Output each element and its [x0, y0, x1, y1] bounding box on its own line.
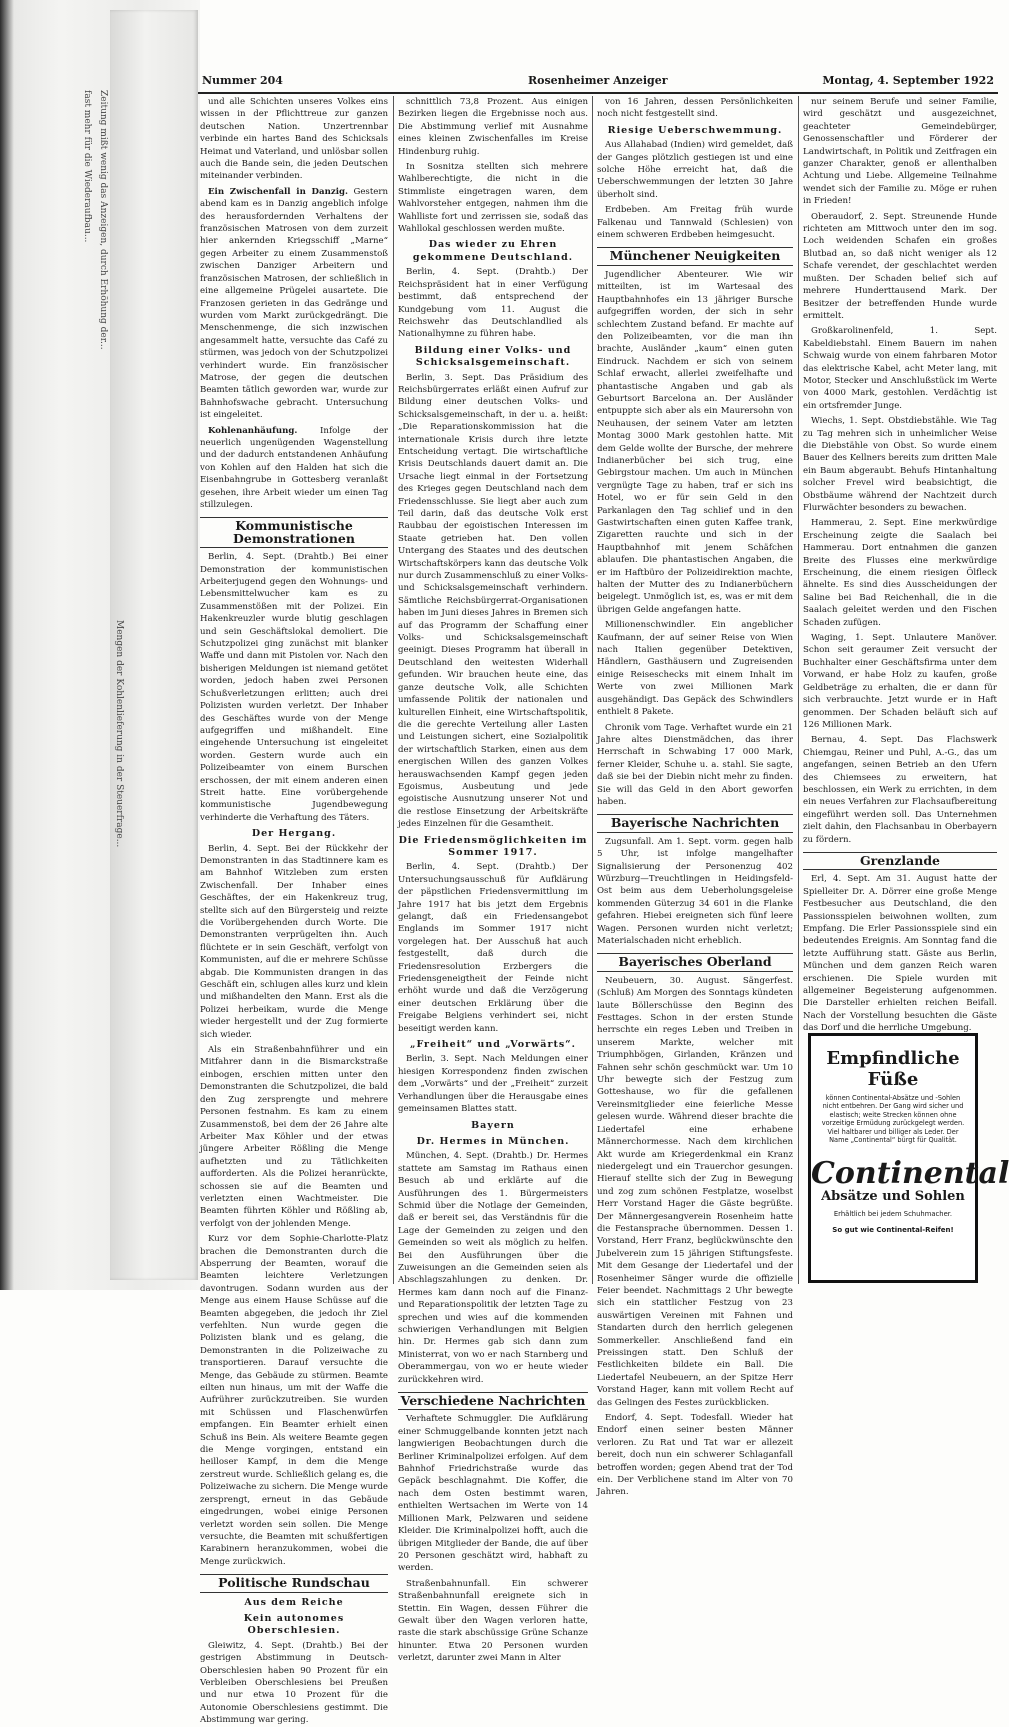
margin-fragment-1: fast mehr für die Wiederaufbau... [82, 90, 92, 243]
article-text: Aus Allahabad (Indien) wird gemeldet, daß der Ganges plötzlich gestiegen ist und eine solche Höhe erreicht hat, daß die Ueberschwemmungen der letzten 30 Jahre überholt sind. [597, 140, 793, 200]
ad-product-line: Absätze und Sohlen [821, 1189, 965, 1205]
article-text: Oberaudorf, 2. Sept. Streunende Hunde richteten am Mittwoch unter den im sog. Loch weidenden Schafen ein großes Blutbad an, so daß nicht weniger als 12 Schafe verendet, der geschlachtet werden mußten. Der Schaden belief sich auf mehrere Hunderttausend Mark. Der Besitzer der betreffenden Hunde wurde ermittelt. [803, 211, 997, 321]
subheading: Riesige Ueberschwemmung. [607, 124, 783, 136]
article-text: von 16 Jahren, dessen Persönlichkeiten noch nicht festgestellt sind. [597, 97, 793, 120]
article-text: Berlin, 4. Sept. (Drahtb.) Der Untersuchungsausschuß für Aufklärung der päpstlichen Friedensvermittlung im Jahre 1917 hat bis jetzt dem Ergebnis gelangt, daß ein Friedensangebot Englands im Sommer 1917 nicht vorgelegen hat. Der Ausschuß hat auch festgestellt, daß durch die Friedensresolution Erzbergers die Friedensgeneigtheit der Feinde nicht erhöht wurde und daß die Verzögerung einer deutschen Erklärung über die Freigabe Belgiens verhindert sei, nicht beseitigt werden kann. [398, 862, 588, 1034]
article-text: Berlin, 3. Sept. Nach Meldungen einer hiesigen Korrespondenz finden zwischen dem „Vorwärts“ und der „Freiheit“ zurzeit Verhandlungen über die Herausgabe eines gemeinsamen Blattes statt. [398, 1054, 588, 1115]
article-text: Berlin, 3. Sept. Das Präsidium des Reichsbürgerrates erläßt einen Aufruf zur Bildung einer deutschen Volks- und Schicksalsgemeinschaft, in der u. a. heißt: „Die Reparationskommission hat die internationale Krisis durch ihre letzte Entscheidung vertagt. Die wirtschaftliche Krisis Deutschlands dauert damit an. Die Ursache liegt einmal in der Fortsetzung des Krieges gegen Deutschland nach dem Friedensschlusse. Sie liegt aber auch zum Teil darin, daß das deutsche Volk erst Raubbau der egoistischen Interessen im Staate getrieben hat. Den vollen Untergang des Staates und des deutschen Wirtschaftskörpers kann das deutsche Volk nur durch Zusammenschluß zu einer Volks- und Schicksalsgemeinschaft verhindern. Sämtliche Reichsbürgerrat-Organisationen haben im Juni dieses Jahres in Bremen sich auf das Programm der Schaffung einer Volks- und Schicksalsgemeinschaft geeinigt. Dieses Programm hat überall in Deutschland den weitesten Widerhall gefunden. Wir brauchen heute eine, das ganze deutsche Volk, alle Schichten umfassende Politik der nationalen und kulturellen Einheit, eine Wirtschaftspolitik, die die gerechte Verteilung aller Lasten und Leistungen sichert, eine Sozialpolitik der wirtschaftlich Starken, einen aus dem energischen Willen des ganzen Volkes herauswachsenden Kampf gegen jeden Egoismus, Ausbeutung und jede egoistische Ausnutzung unserer Not und die restlose Einsetzung der Arbeitskräfte jedes Einzelnen für die Gesamtheit. [398, 372, 588, 830]
article-text: Großkarolinenfeld, 1. Sept. Kabeldiebstahl. Einem Bauern im nahen Schwaig wurde von einem fahrbaren Motor das elektrische Kabel, acht Meter lang, mit Motor, Stecker und Anschlußstück im Werte von 4000 Mark, gestohlen. Verdächtig ist ein ortsfremder Junge. [803, 326, 997, 411]
issue-date: Montag, 4. September 1922 [822, 74, 994, 87]
section-heading: Bayerisches Oberland [597, 953, 793, 971]
section-heading: Bayerische Nachrichten [597, 814, 793, 832]
article-text: Neubeuern, 30. August. Sängerfest. (Schluß) Am Morgen des Sonntags kündeten laute Böllerschüsse den Beginn des Festtages. Schon in der ersten Stunde herrschte ein reges Leben und Treiben in unserem Markte, welcher mit Triumphbögen, Girlanden, Kränzen und Fahnen sehr schön geschmückt war. Um 10 Uhr bewegte sich der Festzug zum Gotteshause, wo für die gefallenen Vereinsmitglieder eine feierliche Messe gelesen wurde. Während dieser brachte die Liedertafel eine erhabene Männerchormesse. Nach dem kirchlichen Akt wurde am Kriegerdenkmal ein Kranz niedergelegt und ein Trauerchor gesungen. Hierauf stellte sich der Zug in Bewegung und zog zum schönen Festplatze, woselbst Herr Vorstand Hager die Gäste begrüßte. Der Männergesangverein Rosenheim hatte die Festansprache übernommen. Dessen 1. Vorstand, Herr Franz, beglückwünschte den Jubelverein zum 15 jährigen Stiftungsfeste. Mit dem Gesange der Liedertafel und der Rosenheimer Sänger wurde die offizielle Feier beendet. Nachmittags 2 Uhr bewegte sich ein stattlicher Festzug von 23 auswärtigen Vereinen mit Fahnen und Standarten durch den herrlich gelegenen Sommerkeller. Anschließend fand ein Preissingen statt. Den Schluß der Festlichkeiten bildete ein Ball. Die Liedertafel Neubeuern, an der Spitze Herr Vorstand Hager, kann mit vollem Recht auf das Gelingen des Festes zurückblicken. [597, 975, 793, 1408]
ad-brand-logo: Continental [811, 1156, 1009, 1192]
article-text: Jugendlicher Abenteurer. Wie wir mitteilten, ist im Wartesaal des Hauptbahnhofes ein 13 jähriger Bursche aufgegriffen worden, der sich in sehr schlechtem Zustand befand. Er machte auf den Polizeibeamten, vor die man ihn brachte, Ausländer „kaum“ einen guten Eindruck. Nachdem er sich von seinem Schlaf erwacht, allerlei zweifelhafte und phantastische Angaben und gab als Geburtsort Barcelona an. Der Ausländer entpuppte sich aber als ein Maurersohn von Neuhausen, der seinem Vater am letzten Montag 3000 Mark gestohlen hatte. Mit dem Gelde wollte der Bursche, der mehrere Indianerbücher bei sich trug, eine Gebirgstour machen. Um auch in München vergnügte Tage zu haben, traf er sich ins Hotel, wo er für sein Geld in den Parkanlagen den Tag schlief und in den Gastwirtschaften einen guten Kaffee trank, Zigaretten rauchte und sich in der Hauptbahnhof mit jenem Schäfchen ablaufen. Die phantastischen Angaben, die er im Haftbüro der Polizeidirektion machte, halten der Mutter des zu Indianerbüchern beigelegt. Unmöglich ist, es, was er mit dem übrigen Gelde angefangen hatte. [597, 269, 793, 615]
article-text: Erl, 4. Sept. Am 31. August hatte der Spielleiter Dr. A. Dörrer eine große Menge Festbesucher aus Deutschland, die den Passionsspielen beiwohnen wollten, zum Empfang. Die Erler Passionsspiele sind ein bedeutendes Ereignis. Am Sonntag fand die letzte Aufführung statt. Gäste aus Berlin, München und dem ganzen Reich waren erschienen. Die Spiele wurden mit allgemeiner Begeisterung aufgenommen. Die Darsteller erhielten reichen Beifall. Nach der Vorstellung besuchten die Gäste das Dorf und die herrliche Umgebung. [803, 874, 997, 1034]
article-text: Wiechs, 1. Sept. Obstdiebstähle. Wie Tag zu Tag mehren sich in unheimlicher Weise die Diebstähle von Obst. So wurde einem Bauer des Kellners bereits zum dritten Male ein Baum abgeraubt. Behufs Hintanhaltung solcher Frevel wird beabsichtigt, die Obstbäume während der Nachtzeit durch Flurwächter besonders zu bewachen. [803, 416, 997, 513]
article-text: München, 4. Sept. (Drahtb.) Dr. Hermes stattete am Samstag im Rathaus einen Besuch ab und erklärte auf die Ausführungen des 1. Bürgermeisters Schmid über die Notlage der Gemeinden, daß er bereit sei, das Verständnis für die Lage der Gemeinden zu zeigen und den Gemeinden so weit als möglich zu helfen. Bei den Ausführungen über die Zuweisungen an die Gemeinden seien als Abschlagszahlungen zu denken. Dr. Hermes kam dann noch auf die Finanz- und Reparationspolitik der letzten Tage zu sprechen und wies auf die kommenden schwierigen Verhandlungen mit Belgien hin. Dr. Hermes gab sich dann zum Ministerrat, von wo er nach Starnberg und Oberammergau, von wo er heute wieder zurückkehren wird. [398, 1151, 588, 1385]
article-text: Ein Zwischenfall in Danzig. Gestern abend kam es in Danzig angeblich infolge des herausfordernden Verhaltens der französischen Matrosen von dem zurzeit hier ankernden Kriegsschiff „Marne“ gegen Arbeiter zu einem Zusammenstoß zwischen Danziger Arbeitern und französischen Matrosen, der schließlich in eine allgemeine Prügelei ausartete. Die Franzosen gerieten in das Gedränge und wurden vom Markt zurückgedrängt. Die Menschenmenge, die sich inzwischen angesammelt hatte, versuchte das Café zu stürmen, was jedoch von der Schutzpolizei verhindert wurde. Ein französischer Matrose, der gegen die deutschen Beamten tätlich geworden war, wurde zur Bahnhofswache gebracht. Untersuchung ist eingeleitet. [200, 186, 388, 421]
margin-fragment-3: Mengen der Kohlenlieferung in der Steuerfrage... [114, 620, 124, 848]
article-text: Chronik vom Tage. Verhaftet wurde ein 21 Jahre altes Dienstmädchen, das ihrer Herrschaft in Schwabing 17 000 Mark, ferner Kleider, Schuhe u. a. stahl. Sie sagte, daß sie bei der Diebin nicht mehr zu finden. Sie will das Geld in den Abort geworfen haben. [597, 722, 793, 807]
article-text: Millionenschwindler. Ein angeblicher Kaufmann, der auf seiner Reise von Wien nach Italien gegenüber Detektiven, Händlern, Gasthäusern und Zugreisenden einige Reiseschecks mit einem Inhalt im Werte von zwei Millionen Mark ausgehändigt. Das Gepäck des Schwindlers enthielt 8 Pakete. [597, 620, 793, 718]
article-text: nur seinem Berufe und seiner Familie, wird geschätzt und ausgezeichnet, geachteter Gemeindebürger, Genossenschaftler und Förderer der Landwirtschaft, in Politik und Zeitfragen ein ganzer Charakter, genoß er allenthalben Achtung und Liebe. Allgemeine Teilnahme wendet sich der Familie zu. Möge er ruhen in Frieden! [803, 97, 997, 207]
article-text: Straßenbahnunfall. Ein schwerer Straßenbahnunfall ereignete sich in Stettin. Ein Wagen, dessen Führer die Gewalt über den Wagen verloren hatte, raste die stark abschüssige Grüne Schanze hinunter. Etwa 20 Personen wurden verletzt, darunter zwei Mann in Alter [398, 1578, 588, 1664]
subheading: Bayern [471, 1119, 515, 1131]
article-text: Gleiwitz, 4. Sept. (Drahtb.) Bei der gestrigen Abstimmung in Deutsch-Oberschlesien haben 90 Prozent für ein Verbleiben Oberschlesiens bei Preußen und nur etwa 10 Prozent für die Autonomie Oberschlesiens gestimmt. Die Abstimmung war gering. [200, 1640, 388, 1726]
subheading: Die Friedensmöglichkeiten im Sommer 1917. [398, 834, 588, 858]
article-text: schnittlich 73,8 Prozent. Aus einigen Bezirken liegen die Ergebnisse noch aus. Die Abstimmung verlief mit Ausnahme eines kleinen Zwischenfalles im Kreise Hindenburg ruhig. [398, 97, 588, 157]
article-text: Waging, 1. Sept. Unlautere Manöver. Schon seit geraumer Zeit versucht der Buchhalter einer Geschäftsfirma unter dem Vorwand, er habe Holz zu kaufen, große Geldbeträge zu erhalten, die er dann für sich verbrauchte. Jetzt wurde er in Haft genommen. Der Schaden beläuft sich auf 126 Millionen Mark. [803, 633, 997, 730]
column-2 [398, 96, 588, 1664]
column-3 [597, 96, 793, 1498]
article-text: Verhaftete Schmuggler. Die Aufklärung einer Schmuggelbande konnten jetzt nach langwierigen Beobachtungen durch die Berliner Kriminalpolizei erfolgen. Auf dem Bahnhof Friedrichstraße wurde das Gepäck beschlagnahmt. Die Koffer, die nach dem Osten bestimmt waren, enthielten Wertsachen im Werte von 14 Millionen Mark, Pelzwaren und seidene Kleider. Die Kriminalpolizei hofft, auch die übrigen Mitglieder der Bande, die auf über 20 Personen geschätzt wird, habhaft zu werden. [398, 1414, 588, 1574]
continental-advertisement [808, 1033, 1009, 1283]
column-rule [798, 96, 799, 1284]
column-rule [393, 96, 394, 1284]
article-text: Kohlenanhäufung. Infolge der neuerlich ungenügenden Wagenstellung und der dadurch entstandenen Anhäufung von Kohlen auf den Halden hat sich die Eisenbahngrube in Gottesberg veranlaßt gesehen, ihre Arbeit wieder um einen Tag stillzulegen. [200, 425, 389, 510]
subheading: Bildung einer Volks- und Schicksalsgemeinschaft. [414, 344, 572, 369]
article-title: Ein Zwischenfall in Danzig. [208, 186, 348, 197]
ad-body-text: können Continental-Absätze und -Sohlen nicht entbehren. Der Gang wird sicher und elastisch; weite Strecken können ohne vorzeitige Ermüdung zurückgelegt werden. Viel haltbarer und billiger als Leder. Der Name „Continental“ bürgt für Qualität. [821, 1094, 965, 1145]
article-text: Als ein Straßenbahnführer und ein Mitfahrer dann in die Bismarckstraße einbogen, erschien mitten unter den Demonstranten die Schutzpolizei, die bald den Zug zersprengte und mehrere Personen festnahm. Es kam zu einem Zusammenstoß, bei dem der 26 Jahre alte Arbeiter Max Köhler und der etwas jüngere Arbeiter Rößling die Menge aufhetzten und zu Tätlichkeiten aufforderten. Als die Polizei heranrückte, schossen sie auf die Beamten und verletzten einen Wachtmeister. Die Beamten führten Köhler und Rößling ab, verfolgt von der johlenden Menge. [200, 1045, 388, 1229]
ad-slogan: So gut wie Continental-Reifen! [832, 1226, 954, 1235]
subheading: Der Hergang. [251, 828, 337, 840]
column-4 [803, 96, 997, 1034]
newspaper-title: Rosenheimer Anzeiger [528, 74, 668, 87]
ad-availability: Erhältlich bei jedem Schuhmacher. [833, 1210, 953, 1219]
section-heading: Münchener Neuigkeiten [597, 247, 793, 265]
subheading: „Freiheit“ und „Vorwärts“. [410, 1039, 576, 1051]
masthead [198, 72, 998, 94]
subheading: Dr. Hermes in München. [416, 1135, 570, 1147]
article-text: In Sosnitza stellten sich mehrere Wahlberechtigte, die nicht in die Stimmliste eingetragen waren, dem Wahlvorsteher entgegen, nahmen ihm die Wahlliste fort und zerrissen sie, sodaß das Wahllokal geschlossen werden mußte. [398, 162, 588, 235]
section-heading: Politische Rundschau [200, 1574, 388, 1592]
subheading: Aus dem Reiche [244, 1596, 344, 1608]
column-1 [200, 96, 389, 1726]
section-heading: Verschiedene Nachrichten [398, 1392, 588, 1410]
ad-headline: Empfindliche Füße [826, 1048, 960, 1090]
issue-number: Nummer 204 [202, 74, 283, 87]
article-text: Hammerau, 2. Sept. Eine merkwürdige Erscheinung zeigte die Saalach bei Hammerau. Dort entnahmen die ganzen Breite des Flusses eine merkwürdige Erscheinung, die einem riesigen Ölfleck ähnelte. Es sind dies Ausscheidungen der Saline bei Bad Reichenhall, die in die Saalach geleitet werden und den Fischen Schaden zufügen. [803, 518, 997, 628]
article-text: Berlin, 4. Sept. Bei der Rückkehr der Demonstranten in das Stadtinnere kam es am Bahnhof Witzleben zum ersten Zwischenfall. Der Inhaber eines Geschäftes, der ein Hakenkreuz trug, stellte sich auf den Bürgersteig und reizte die Vorübergehenden durch Worte. Die Demonstranten verprügelten ihn. Auch flüchtete er in sein Geschäft, verfolgt von Kommunisten, auf die er mehrere Schüsse abgab. Die Kommunisten drangen in das Geschäft ein, schlugen alles kurz und klein und mißhandelten den Mann. Erst als die Polizei herbeikam, wurde die Menge wieder hergestellt und der Zug formierte sich wieder. [200, 843, 388, 1040]
column-rule [592, 96, 593, 1284]
section-heading: Kommunistische Demonstrationen [200, 517, 388, 548]
article-text: Kurz vor dem Sophie-Charlotte-Platz brachen die Demonstranten durch die Absperrung der Beamten, worauf die Beamten leichtere Verletzungen davontrugen. Sodann wurden aus der Menge aus einem Hause Schüsse auf die Beamten abgegeben, die jedoch ihr Ziel verfehlten. Nun wurde gegen die Polizisten blank und es gelang, die Demonstranten in die Polizeiwache zu transportieren. Darauf versuchte die Menge, das Gebäude zu stürmen. Beamte eilten nun hinaus, um mit der Waffe die Aufrührer zurückzutreiben. Sie wurden mit Schüssen und Flaschenwürfen empfangen. Ein Beamter erhielt einen Schuß ins Bein. Als weitere Beamte gegen die Menge vorgingen, entstand ein heilloser Kampf, in dem die Menge zerstreut wurde. Schließlich gelang es, die Polizeiwache zu sichern. Die Menge wurde zersprengt, erneut in das Gebäude eingedrungen, wobei einige Personen verletzt worden sein sollen. Die Menge versuchte, die Beamten mit schußfertigen Karabinern heranzukommen, wobei die Menge zurückwich. [200, 1234, 388, 1567]
article-text: Zugsunfall. Am 1. Sept. vorm. gegen halb 5 Uhr, ist infolge mangelhafter Signalisierung der Personenzug 402 Würzburg—Treuchtlingen in Heidingsfeld-Ost beim aus dem Ueberholungsgeleise kommenden Güterzug 34 601 in die Flanke gefahren. Hiebei ereigneten sich fünf leere Wagen. Personen wurden nicht verletzt; Materialschaden nicht erheblich. [597, 836, 793, 946]
article-title: Kohlenanhäufung. [208, 425, 298, 436]
article-text: Berlin, 4. Sept. (Drahtb.) Bei einer Demonstration der kommunistischen Arbeiterjugend gegen den Wohnungs- und Lebensmittelwucher kam es zu Zusammenstößen mit der Polizei. Ein Hakenkreuzler wurde blutig geschlagen und sein Geschäftslokal demoliert. Die Schutzpolizei ging zunächst mit blanker Waffe und dann mit Pistolen vor. Nach den bisherigen Meldungen ist niemand getötet worden, jedoch haben zwei Personen Schußverletzungen erlitten; auch drei Polizisten wurden verletzt. Der Inhaber des Geschäftes wurde von der Menge aufgegriffen und mißhandelt. Eine eingehende Untersuchung ist eingeleitet worden. Gestern wurde auch ein Polizeibeamter von einem Burschen erschossen, der mit einem anderen einen Streit hatte. Eine vorübergehende kommunistische Jugendbewegung verhinderte die Verhaftung des Täters. [200, 552, 388, 823]
article-text: Erdbeben. Am Freitag früh wurde Falkenau und Tannwald (Schlesien) von einem schweren Erdbeben heimgesucht. [597, 205, 793, 241]
article-text: Endorf, 4. Sept. Todesfall. Wieder hat Endorf einen seiner besten Männer verloren. Zu Rat und Tat war er allezeit bereit, doch nun ein schwerer Schlaganfall betroffen worden; gegen Abend trat der Tod ein. Der Verblichene stand im Alter von 70 Jahren. [597, 1413, 793, 1498]
article-text: und alle Schichten unseres Volkes eins wissen in der Pflichttreue zur ganzen deutschen Nation. Unzertrennbar verbinde ein hartes Band des Schicksals Heimat und Vaterland, und unlösbar sollen auch die Bande sein, die jeden Deutschen miteinander verbinden. [200, 97, 388, 182]
subheading: Kein autonomes Oberschlesien. [243, 1612, 345, 1637]
section-heading: Grenzlande [803, 852, 997, 870]
article-text: Bernau, 4. Sept. Das Flachswerk Chiemgau, Reiner und Puhl, A.-G., das um angefangen, seinen Betrieb an den Ufern des Chiemsees zu erweitern, hat beschlossen, ein Werk zu errichten, in dem ein neues Verfahren zur Flachsaufbereitung eingeführt werden soll. Das Unternehmen zielt dahin, den Flachsanbau in Oberbayern zu fördern. [803, 735, 997, 845]
subheading: Das wieder zu Ehren gekommene Deutschland. [412, 239, 574, 263]
article-text: Berlin, 4. Sept. (Drahtb.) Der Reichspräsident hat in einer Verfügung bestimmt, daß entsprechend der Kundgebung vom 11. August die Reichswehr das Deutschlandlied als Nationalhymne zu führen habe. [398, 267, 588, 340]
margin-fragment-2: Zeitung mißt wenig das Anzeigen, durch Erhöhung der... [98, 90, 108, 350]
